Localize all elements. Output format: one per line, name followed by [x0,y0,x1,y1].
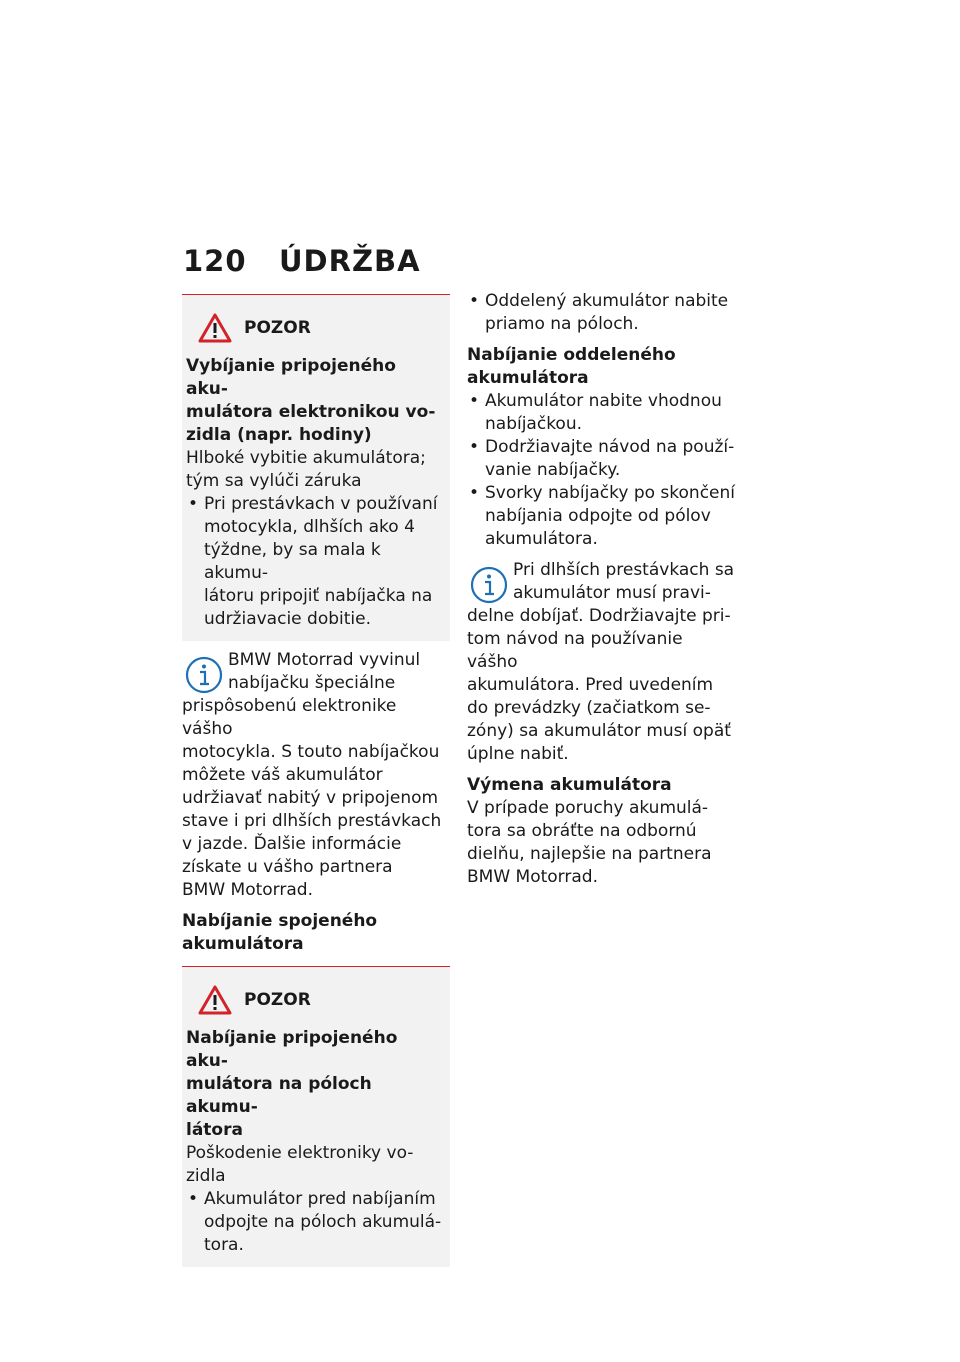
list-item: • Dodržiavajte návod na použí- vanie nabíjačky. [467,436,735,482]
warning-icon [198,313,232,343]
info-note-2: Pri dlhších prestávkach sa akumulátor musí pravi- delne dobíjať. Dodržiavajte pri- tom návod na používanie vášho akumulátora. Pred uvedením do prevádzky (začiatkom se- zóny) sa akumulátor musí opäť úplne nabiť. [467,560,735,764]
list-item: • Akumulátor nabite vhodnou nabíjačkou. [467,390,735,436]
list-item: • Svorky nabíjačky po skončení nabíjania odpojte od pólov akumulátora. [467,482,735,551]
warning-label: POZOR [244,989,311,1010]
page-title: ÚDRŽBA [279,244,421,278]
section-text: V prípade poruchy akumulá- tora sa obráťte na odbornú dielňu, najlepšie na partnera BMW Motorrad. [467,798,712,887]
list-item: • Oddelený akumulátor nabite priamo na póloch. [467,290,735,336]
warning-heading: Nabíjanie pripojeného aku- mulátora na póloch akumu- látora [186,1028,398,1140]
info-icon [184,655,224,695]
section-heading: Nabíjanie spojeného akumulátora [182,911,378,954]
right-column [467,290,735,889]
warning-text: Poškodenie elektroniky vo- zidla [186,1143,414,1186]
warning-box-2 [182,966,450,1267]
info-note-1: BMW Motorrad vyvinul nabíjačku špeciálne prispôsobenú elektronike vášho motocykla. S touto nabíjačkou môžete váš akumulátor udržiavať nabitý v pripojenom stave i pri dlhších prestávkach v jazde. Ďalšie informácie získate u vášho partnera BMW Motorrad. [182,650,442,900]
section-heading: Výmena akumulátora [467,775,672,795]
section-heading: Nabíjanie oddeleného akumulátora [467,345,676,388]
page-header [183,244,421,278]
warning-text: Hlboké vybitie akumulátora; tým sa vylúči záruka [186,448,426,491]
warning-heading: Vybíjanie pripojeného aku- mulátora elektronikou vo- zidla (napr. hodiny) [186,356,436,445]
warning-icon [198,985,232,1015]
warning-label: POZOR [244,317,311,338]
page-number: 120 [183,244,247,278]
warning-box-1 [182,294,450,641]
warning-bullet: • Pri prestávkach v používaní motocykla, dlhších ako 4 týždne, by sa mala k akumu- látoru pripojiť nabíjačka na udržiavacie dobitie. [186,493,442,631]
warning-bullet: • Akumulátor pred nabíjaním odpojte na póloch akumulá- tora. [186,1188,442,1257]
info-icon [469,565,509,605]
left-column [182,294,450,1267]
